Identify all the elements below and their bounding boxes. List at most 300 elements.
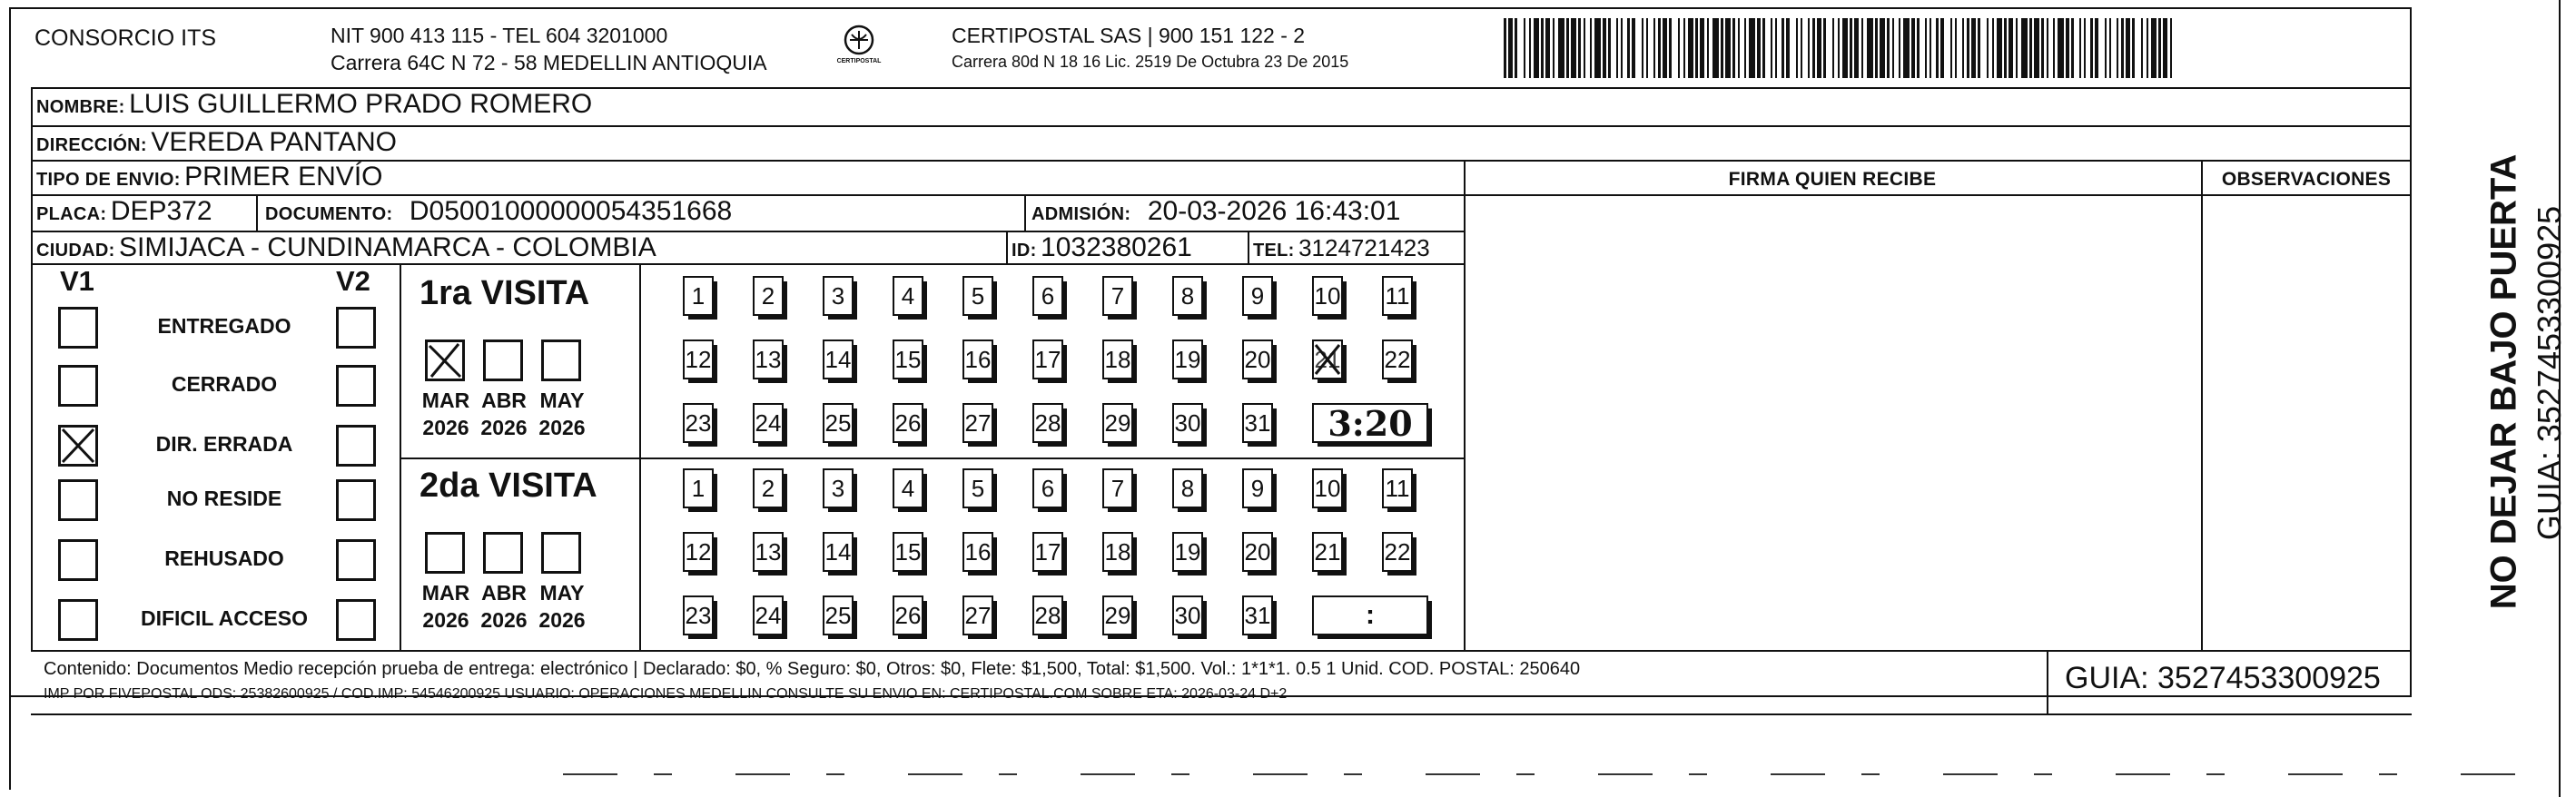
barcode-bar: [2126, 18, 2130, 78]
day-cell[interactable]: [1382, 468, 1413, 508]
barcode-bar: [1817, 18, 1821, 78]
v1-checkbox[interactable]: [58, 307, 98, 349]
barcode-bar: [1967, 18, 1969, 78]
day-cell[interactable]: [962, 403, 993, 443]
day-cell[interactable]: [1172, 339, 1203, 379]
day-number: 11: [1385, 281, 1410, 310]
day-cell[interactable]: [893, 595, 923, 635]
observaciones-label: OBSERVACIONES: [2221, 169, 2392, 190]
state-label: DIFICIL ACCESO: [140, 606, 308, 630]
day-number: 18: [1104, 345, 1131, 373]
barcode-bar: [2034, 18, 2039, 78]
v2-checkbox[interactable]: [336, 307, 376, 349]
day-cell[interactable]: [823, 468, 854, 508]
day-number: 23: [685, 408, 712, 437]
barcode-bar: [2029, 18, 2032, 78]
month-year: 2026: [538, 608, 586, 632]
day-number: 26: [894, 601, 922, 629]
barcode-bar: [1930, 18, 1931, 78]
barcode-bar: [2066, 18, 2069, 78]
barcode-bar: [2170, 18, 2172, 78]
firma-area[interactable]: [1466, 196, 2199, 648]
v1-checkbox[interactable]: [58, 365, 98, 407]
footer-guia: GUIA: 3527453300925: [2065, 661, 2381, 695]
v1-checkbox[interactable]: [58, 599, 98, 641]
month-label: [416, 579, 476, 634]
day-cell[interactable]: [962, 339, 993, 379]
day-number: 21: [1314, 537, 1341, 566]
nit-line-2: Carrera 64C N 72 - 58 MEDELLIN ANTIOQUIA: [331, 51, 767, 74]
month-name: MAY: [539, 581, 585, 605]
day-cell[interactable]: [1032, 339, 1063, 379]
day-cell[interactable]: [962, 532, 993, 572]
day-cell[interactable]: [683, 468, 714, 508]
day-number: 29: [1104, 601, 1131, 629]
ciudad-value: SIMIJACA - CUNDINAMARCA - COLOMBIA: [119, 232, 656, 262]
day-number: 17: [1034, 537, 1061, 566]
v1-checkbox[interactable]: [58, 425, 98, 467]
barcode-bar: [1796, 18, 1798, 78]
day-cell[interactable]: [893, 532, 923, 572]
day-number: 31: [1244, 601, 1271, 629]
day-cell[interactable]: [1032, 276, 1063, 316]
v2-checkbox[interactable]: [336, 425, 376, 467]
day-cell[interactable]: [1242, 532, 1273, 572]
day-number: 22: [1384, 345, 1411, 373]
day-cell[interactable]: [1242, 468, 1273, 508]
observaciones-area[interactable]: [2203, 196, 2408, 648]
placa-field: [36, 196, 212, 227]
day-cell[interactable]: [893, 276, 923, 316]
day-cell[interactable]: [753, 468, 784, 508]
nombre-label: NOMBRE:: [36, 97, 125, 117]
day-number: 3: [831, 281, 845, 310]
month-checkbox[interactable]: [483, 339, 523, 381]
barcode-bar: [2117, 18, 2118, 78]
barcode-bar: [2071, 18, 2074, 78]
v1-header: V1: [60, 265, 94, 297]
certipostal-line-1: CERTIPOSTAL SAS | 900 151 122 - 2: [952, 24, 1306, 47]
day-cell[interactable]: [1172, 595, 1203, 635]
day-number: 12: [685, 345, 712, 373]
month-checkbox[interactable]: [541, 339, 581, 381]
day-number: 17: [1034, 345, 1061, 373]
barcode-bar: [1632, 18, 1635, 78]
day-number: 10: [1314, 281, 1341, 310]
day-cell[interactable]: [1312, 532, 1343, 572]
barcode-bar: [1700, 18, 1704, 78]
day-cell[interactable]: [1102, 532, 1133, 572]
id-divider: [1006, 231, 1008, 263]
month-label: [532, 387, 592, 441]
day-cell[interactable]: [1172, 468, 1203, 508]
barcode-bar: [1658, 18, 1661, 78]
barcode-bar: [1725, 18, 1731, 78]
day-number: 22: [1384, 537, 1411, 566]
day-number: 31: [1244, 408, 1271, 437]
day-number: 6: [1041, 474, 1055, 502]
state-label: DIR. ERRADA: [155, 432, 293, 456]
month-checkbox[interactable]: [483, 532, 523, 574]
day-number: 27: [964, 601, 992, 629]
day-cell[interactable]: [1102, 403, 1133, 443]
barcode-bar: [1553, 18, 1554, 78]
barcode-bar: [1808, 18, 1810, 78]
barcode-bar: [1594, 18, 1601, 78]
day-cell[interactable]: [1312, 276, 1343, 316]
time-value: :: [1366, 600, 1375, 630]
barcode-bar: [1558, 18, 1564, 78]
barcode-bar: [1875, 18, 1878, 78]
placa-label: PLACA:: [36, 204, 107, 224]
barcode-bar: [1899, 18, 1900, 78]
barcode-bar: [1515, 18, 1517, 78]
day-cell[interactable]: [1382, 276, 1413, 316]
barcode-bar: [1683, 18, 1685, 78]
states-divider: [400, 263, 401, 650]
barcode-bar: [2109, 18, 2111, 78]
day-number: 15: [894, 345, 922, 373]
month-label: [532, 579, 592, 634]
day-number: 9: [1250, 281, 1265, 310]
barcode-bar: [1508, 18, 1513, 78]
id-value: 1032380261: [1041, 232, 1192, 262]
day-number: 2: [761, 281, 775, 310]
day-number: 13: [755, 345, 782, 373]
barcode-bar: [1917, 18, 1920, 78]
bottom-border-left: [9, 690, 11, 790]
barcode-bar: [1850, 18, 1852, 78]
barcode-bar: [1603, 18, 1606, 78]
barcode-bar: [1786, 18, 1790, 78]
barcode-bar: [1590, 18, 1592, 78]
barcode-bar: [1978, 18, 1980, 78]
day-cell[interactable]: [753, 403, 784, 443]
day-number: 3: [831, 474, 845, 502]
barcode-bar: [1712, 18, 1719, 78]
month-name: ABR: [481, 389, 527, 412]
barcode-bar: [2141, 18, 2143, 78]
barcode-bar: [1534, 18, 1539, 78]
right-border: [2410, 87, 2412, 650]
month-name: MAR: [421, 581, 470, 605]
time-value: 3:20: [1327, 402, 1413, 444]
barcode-bar: [1861, 18, 1863, 78]
day-cell[interactable]: [753, 595, 784, 635]
placa-value: DEP372: [110, 196, 212, 226]
row-line-3: [31, 160, 2412, 162]
state-label: NO RESIDE: [166, 487, 282, 510]
tel-value: 3124721423: [1298, 234, 1430, 261]
barcode-bar: [1504, 18, 1506, 78]
day-cell[interactable]: [962, 468, 993, 508]
certipostal-line-2: Carrera 80d N 18 16 Lic. 2519 De Octubra 23 De 2015: [952, 53, 1349, 71]
barcode-bar: [1987, 18, 1989, 78]
id-label: ID:: [1012, 241, 1037, 261]
day-cell[interactable]: [1382, 339, 1413, 379]
day-number: 4: [901, 474, 915, 502]
barcode-bar: [1584, 18, 1585, 78]
time-field[interactable]: [1312, 595, 1428, 635]
day-cell[interactable]: [1382, 532, 1413, 572]
month-year: 2026: [422, 416, 469, 439]
month-checkbox[interactable]: [541, 532, 581, 574]
day-cell[interactable]: [893, 468, 923, 508]
day-cell[interactable]: [823, 595, 854, 635]
barcode-bar: [2151, 18, 2157, 78]
barcode-bar: [1721, 18, 1723, 78]
barcode-bar: [1646, 18, 1648, 78]
footer-bottom-line: [31, 713, 2412, 715]
day-number: 7: [1110, 474, 1125, 502]
barcode-bar: [2090, 18, 2093, 78]
day-cell[interactable]: [1172, 403, 1203, 443]
side-guia: GUIA: 3527453300925: [2531, 205, 2568, 541]
barcode-bar: [1842, 18, 1848, 78]
barcode-bar: [2021, 18, 2028, 78]
day-number: 5: [971, 474, 985, 502]
barcode-bar: [2084, 18, 2086, 78]
no-dejar-bajo-puerta: NO DEJAR BAJO PUERTA: [2483, 153, 2524, 610]
barcode-bar: [2121, 18, 2124, 78]
month-year: 2026: [422, 608, 469, 632]
day-cell[interactable]: [683, 403, 714, 443]
barcode-bar: [1541, 18, 1544, 78]
day-cell[interactable]: [683, 339, 714, 379]
x-mark-icon: [428, 342, 462, 379]
v2-checkbox[interactable]: [336, 539, 376, 581]
day-number: 16: [964, 537, 992, 566]
certipostal-logo-icon: [834, 22, 884, 76]
certipostal-logo: [834, 22, 884, 76]
day-cell[interactable]: [683, 532, 714, 572]
day-cell[interactable]: [962, 595, 993, 635]
day-cell[interactable]: [962, 276, 993, 316]
barcode-bar: [1925, 18, 1927, 78]
admision-label: ADMISIÓN:: [1031, 204, 1131, 224]
bottom-dashed-line: [563, 770, 2542, 779]
barcode-bar: [1832, 18, 1834, 78]
barcode-bar: [2095, 18, 2098, 78]
month-label: [416, 387, 476, 441]
day-cell[interactable]: [1102, 468, 1133, 508]
day-number: 4: [901, 281, 915, 310]
time-field[interactable]: [1312, 403, 1428, 443]
barcode-bar: [1867, 18, 1873, 78]
day-number: 21: [1314, 345, 1341, 373]
month-label: [474, 579, 534, 634]
barcode-bar: [1950, 18, 1952, 78]
month-label: [474, 387, 534, 441]
day-cell[interactable]: [753, 339, 784, 379]
nombre-field: [36, 89, 592, 120]
barcode-bar: [1669, 18, 1672, 78]
state-label: REHUSADO: [164, 546, 284, 570]
day-number: 30: [1174, 408, 1201, 437]
v2-checkbox[interactable]: [336, 365, 376, 407]
barcode-bar: [1749, 18, 1755, 78]
day-cell[interactable]: [1242, 276, 1273, 316]
day-number: 12: [685, 537, 712, 566]
day-number: 25: [824, 408, 852, 437]
visit-2-title: 2da VISITA: [419, 467, 597, 505]
barcode-bar: [1781, 18, 1784, 78]
barcode-bar: [1971, 18, 1976, 78]
day-number: 9: [1250, 474, 1265, 502]
documento-label: DOCUMENTO:: [265, 204, 393, 224]
direccion-label: DIRECCIÓN:: [36, 135, 147, 155]
v1-checkbox[interactable]: [58, 539, 98, 581]
day-cell[interactable]: [1032, 532, 1063, 572]
barcode-bar: [1545, 18, 1550, 78]
barcode-bar: [1524, 18, 1525, 78]
left-border: [31, 87, 33, 650]
barcode-bar: [2004, 18, 2007, 78]
tel-field: [1253, 234, 1430, 262]
nit-line-1: NIT 900 413 115 - TEL 604 3201000: [331, 24, 668, 47]
barcode-bar: [1997, 18, 2002, 78]
month-name: MAY: [539, 389, 585, 412]
barcode-bar: [2163, 18, 2167, 78]
day-cell[interactable]: [1242, 339, 1273, 379]
tel-label: TEL:: [1253, 241, 1295, 261]
barcode-bar: [1775, 18, 1777, 78]
month-year: 2026: [480, 608, 528, 632]
day-number: 18: [1104, 537, 1131, 566]
barcode-bar: [2158, 18, 2161, 78]
barcode-bar: [2016, 18, 2018, 78]
documento-value: D05001000000054351668: [409, 196, 733, 226]
tel-divider: [1248, 231, 1249, 263]
barcode-bar: [1578, 18, 1581, 78]
day-cell[interactable]: [753, 532, 784, 572]
logo-text: CERTIPOSTAL: [836, 58, 882, 64]
day-cell[interactable]: [1312, 468, 1343, 508]
day-number: 20: [1244, 345, 1271, 373]
barcode-bar: [1608, 18, 1611, 78]
footer-guia-divider: [2047, 650, 2048, 713]
footer-line: [31, 650, 2412, 652]
barcode-bar: [1732, 18, 1735, 78]
barcode-bar: [2041, 18, 2044, 78]
day-number: 14: [824, 345, 852, 373]
month-checkbox[interactable]: [425, 339, 465, 381]
day-cell[interactable]: [893, 339, 923, 379]
day-cell[interactable]: [823, 403, 854, 443]
day-cell[interactable]: [1102, 276, 1133, 316]
barcode-bar: [2047, 18, 2048, 78]
day-number: 24: [755, 408, 782, 437]
side-instruction: [2417, 118, 2568, 626]
day-number: 24: [755, 601, 782, 629]
v1-checkbox[interactable]: [58, 479, 98, 521]
day-number: 30: [1174, 601, 1201, 629]
footer-imp: IMP POR FIVEPOSTAL ODS: 25382600925 / COD.IMP: 54546200925 USUARIO: OPERACIONES MEDELLIN CONSULTE SU ENVIO EN: CERTIPOSTAL.COM SOBRE ETA: 2026-03-24 D+2: [44, 686, 1288, 702]
barcode-bar: [2008, 18, 2013, 78]
day-number: 6: [1041, 281, 1055, 310]
footer-contenido: Contenido: Documentos Medio recepción prueba de entrega: electrónico | Declarado: $0, % Seguro: $0, Otros: $0, Flete: $1,500, Total: $1,500. Vol.: 1*1*1. 0.5 1 Unid. COD. POSTAL: 250640: [44, 659, 1581, 679]
day-cell[interactable]: [1172, 532, 1203, 572]
day-cell[interactable]: [753, 276, 784, 316]
admision-divider: [1024, 194, 1026, 231]
day-number: 28: [1034, 601, 1061, 629]
visit-1-title: 1ra VISITA: [419, 274, 590, 312]
row-line-6: [31, 263, 1466, 265]
v2-checkbox[interactable]: [336, 599, 376, 641]
barcode-bar: [1854, 18, 1859, 78]
day-cell[interactable]: [823, 339, 854, 379]
day-number: 26: [894, 408, 922, 437]
day-number: 27: [964, 408, 992, 437]
day-cell[interactable]: [823, 532, 854, 572]
barcode-bar: [1757, 18, 1761, 78]
nombre-value: LUIS GUILLERMO PRADO ROMERO: [129, 89, 593, 119]
day-number: 8: [1180, 474, 1195, 502]
day-number: 19: [1174, 345, 1201, 373]
day-number: 13: [755, 537, 782, 566]
barcode-bar: [1571, 18, 1576, 78]
month-checkbox[interactable]: [425, 532, 465, 574]
barcode-bar: [1744, 18, 1746, 78]
day-number: 1: [691, 281, 706, 310]
barcode-bar: [1771, 18, 1772, 78]
v2-checkbox[interactable]: [336, 479, 376, 521]
day-cell[interactable]: [1102, 595, 1133, 635]
barcode-bar: [1992, 18, 1994, 78]
day-cell[interactable]: [1312, 339, 1343, 379]
firma-label: FIRMA QUIEN RECIBE: [1728, 169, 1937, 190]
barcode-bar: [1738, 18, 1740, 78]
day-cell[interactable]: [1172, 276, 1203, 316]
state-label: ENTREGADO: [157, 314, 291, 338]
barcode: [1504, 18, 2177, 78]
day-number: 14: [824, 537, 852, 566]
visit-separator: [400, 458, 1466, 459]
month-year: 2026: [480, 416, 528, 439]
day-number: 29: [1104, 408, 1131, 437]
barcode-bar: [1707, 18, 1709, 78]
day-cell[interactable]: [1242, 403, 1273, 443]
state-label: CERRADO: [171, 372, 278, 396]
day-cell[interactable]: [1032, 468, 1063, 508]
barcode-bar: [1688, 18, 1693, 78]
day-cell[interactable]: [1102, 339, 1133, 379]
day-cell[interactable]: [1032, 595, 1063, 635]
day-cell[interactable]: [683, 595, 714, 635]
day-cell[interactable]: [1242, 595, 1273, 635]
barcode-bar: [1955, 18, 1957, 78]
id-field: [1012, 232, 1192, 263]
day-cell[interactable]: [823, 276, 854, 316]
day-cell[interactable]: [683, 276, 714, 316]
day-number: 1: [691, 474, 706, 502]
day-number: 5: [971, 281, 985, 310]
barcode-bar: [1621, 18, 1623, 78]
barcode-bar: [1887, 18, 1890, 78]
month-year: 2026: [538, 416, 586, 439]
visit-divider: [639, 263, 641, 650]
barcode-bar: [1903, 18, 1910, 78]
barcode-bar: [1880, 18, 1885, 78]
placa-divider: [256, 194, 258, 231]
day-number: 2: [761, 474, 775, 502]
day-number: 10: [1314, 474, 1341, 502]
tipo-envio-value: PRIMER ENVÍO: [184, 162, 383, 192]
day-cell[interactable]: [1032, 403, 1063, 443]
day-number: 15: [894, 537, 922, 566]
day-number: 20: [1244, 537, 1271, 566]
day-cell[interactable]: [893, 403, 923, 443]
